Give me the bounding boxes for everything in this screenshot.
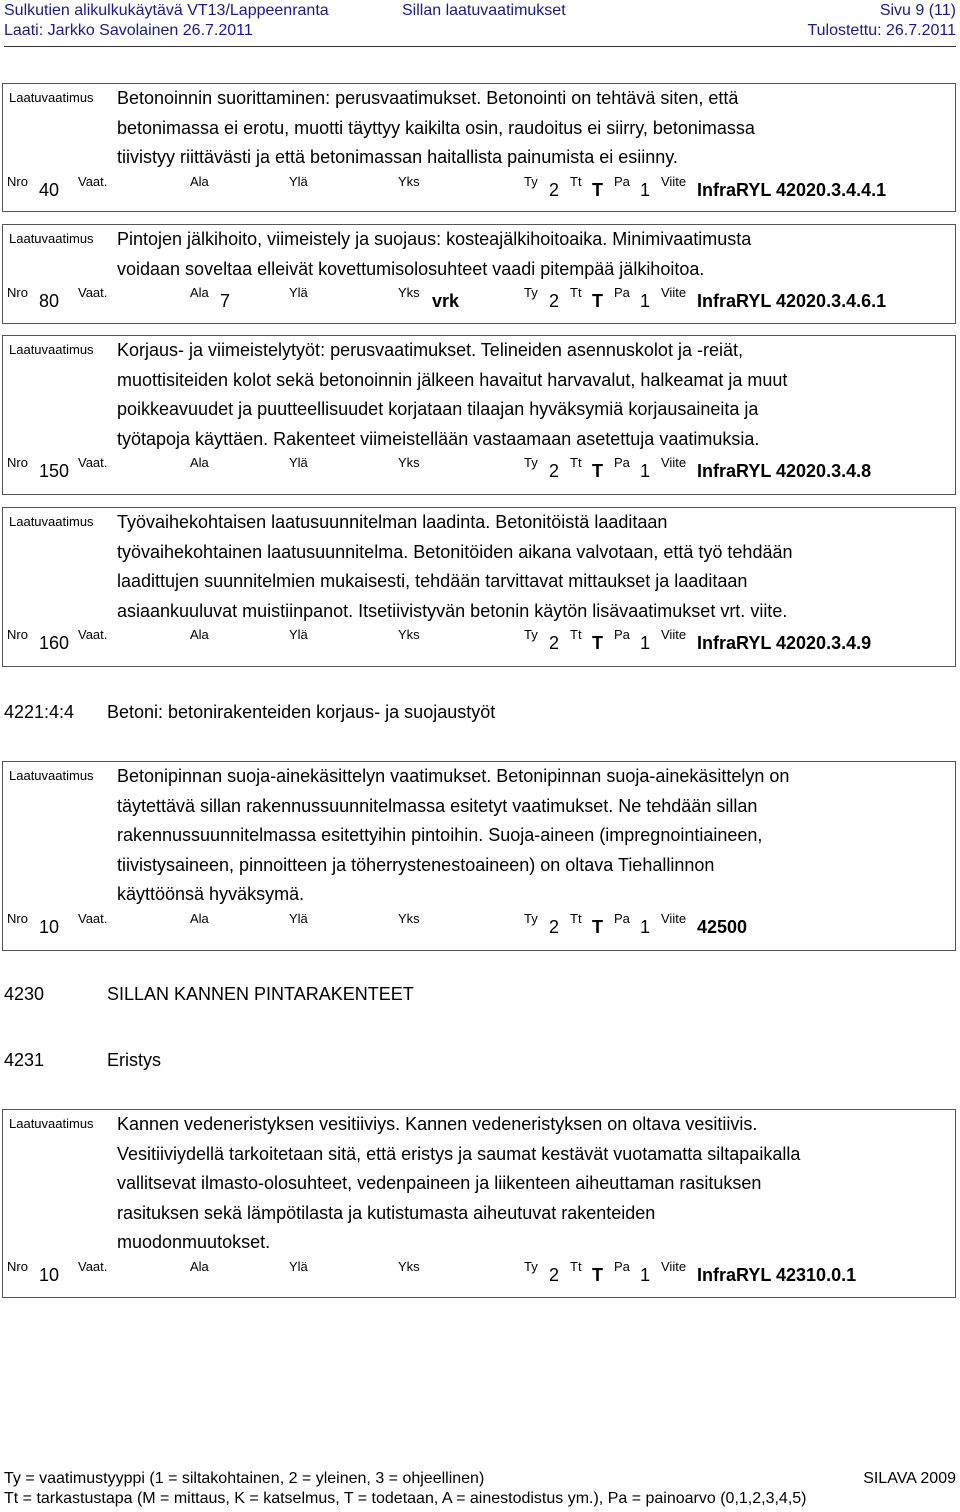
document-title: Sulkutien alikulkukäytävä VT13/Lappeenranta (4, 2, 329, 19)
viite-label: Viite (661, 627, 687, 642)
header-divider (4, 46, 956, 47)
requirement-label: Laatuvaatimus (9, 1116, 94, 1131)
pa-value: 1 (640, 1264, 651, 1285)
pa-label: Pa (614, 910, 630, 926)
requirement-text (117, 762, 931, 910)
section-title: SILLAN KANNEN PINTARAKENTEET (107, 984, 414, 1004)
requirement-text-line: voidaan soveltaa elleivät kovettumisolosuhteet vaadi pitempää jälkihoitoa. (117, 258, 705, 279)
author-line: Laati: Jarkko Savolainen 26.7.2011 (4, 22, 253, 39)
page-footer (4, 1466, 956, 1512)
vaat-label: Vaat. (78, 1258, 108, 1274)
requirement-text-line: rasituksen sekä lämpötilasta ja kutistumasta aiheutuvat rakenteiden (117, 1202, 656, 1223)
requirement-text (117, 225, 931, 284)
vaat-label: Vaat. (78, 285, 108, 300)
page-number: Sivu 9 (11) (879, 2, 956, 19)
nro-label: Nro (7, 285, 28, 300)
ty-label: Ty (524, 285, 538, 300)
tt-label: Tt (570, 910, 582, 926)
footer-row-1 (4, 1469, 956, 1489)
requirement-text-line: Vesitiiviydellä tarkoitetaan sitä, että eristys ja saumat kestävät vuotamatta siltapaikalla (117, 1143, 801, 1164)
header-row-2 (4, 21, 956, 41)
header-row-1 (4, 1, 956, 21)
yla-label: Ylä (289, 455, 308, 470)
requirement-box (2, 1109, 956, 1298)
pa-value: 1 (640, 179, 651, 200)
section-heading (0, 1049, 960, 1073)
pa-label: Pa (614, 455, 630, 470)
section-title: Betoni: betonirakenteiden korjaus- ja suojaustyöt (107, 702, 496, 722)
requirement-text-line: betonimassa ei erotu, muotti täyttyy kaikilta osin, raudoitus ei siirry, betonimassa (117, 117, 755, 138)
viite-value: InfraRYL 42020.3.4.9 (697, 633, 872, 653)
viite-label: Viite (661, 173, 687, 189)
requirement-text-line: rakennussuunnitelmassa esitettyihin pintoihin. Suoja-aineen (impregnointiaineen, (117, 825, 763, 845)
section-heading (0, 701, 960, 725)
pa-label: Pa (614, 627, 630, 642)
requirement-text-line: työvaihekohtainen laatusuunnitelma. Betonitöiden aikana valvotaan, että työ tehdään (117, 541, 793, 562)
yla-label: Ylä (289, 173, 308, 189)
requirement-text-line: poikkeavuudet ja puutteellisuudet korjataan tilaajan hyväksymiä korjausaineita ja (117, 399, 759, 419)
requirement-text-line: Korjaus- ja viimeistelytyöt: perusvaatimukset. Telineiden asennuskolot ja -reiät, (117, 340, 743, 360)
requirement-meta-row (3, 174, 955, 200)
section-title: Eristys (107, 1050, 161, 1070)
viite-label: Viite (661, 1258, 687, 1274)
ty-value: 2 (549, 633, 560, 653)
document-subtitle: Sillan laatuvaatimukset (402, 2, 566, 19)
tt-value: T (592, 633, 603, 653)
vaat-label: Vaat. (78, 627, 108, 642)
yks-label: Yks (398, 285, 420, 300)
viite-label: Viite (661, 455, 687, 470)
yks-label: Yks (398, 173, 420, 189)
tt-label: Tt (570, 285, 582, 300)
requirement-label: Laatuvaatimus (9, 90, 94, 105)
pa-value: 1 (640, 633, 651, 653)
requirement-text-line: asiaankuuluvat muistiinpanot. Itsetiivistyvän betonin käytön lisävaatimukset vrt. viite. (117, 600, 788, 621)
section-code: 4231 (4, 1050, 45, 1070)
vaat-label: Vaat. (78, 173, 108, 189)
tt-label: Tt (570, 173, 582, 189)
ala-label: Ala (190, 285, 209, 300)
ty-value: 2 (549, 291, 560, 311)
ty-value: 2 (549, 179, 560, 200)
nro-value: 150 (39, 461, 70, 481)
yks-value: vrk (432, 291, 460, 311)
requirement-text-line: tiivistyy riittävästi ja että betonimassan haitallista painumista ei esiinny. (117, 147, 678, 167)
nro-value: 40 (39, 179, 60, 200)
vaat-label: Vaat. (78, 455, 108, 470)
requirement-text-line: täytettävä sillan rakennussuunnitelmassa esitetyt vaatimukset. Ne tehdään sillan (117, 795, 758, 816)
yla-label: Ylä (289, 910, 308, 926)
requirement-meta-row (3, 285, 955, 311)
tt-label: Tt (570, 455, 582, 470)
tt-value: T (592, 291, 603, 311)
nro-label: Nro (7, 910, 28, 926)
ty-label: Ty (524, 910, 538, 926)
requirement-text (117, 508, 931, 626)
viite-value: InfraRYL 42020.3.4.6.1 (697, 291, 887, 311)
section-code: 4221:4:4 (4, 702, 75, 722)
tt-value: T (592, 179, 603, 200)
pa-value: 1 (640, 291, 651, 311)
requirement-text (117, 84, 931, 173)
viite-label: Viite (661, 285, 687, 300)
footer-legend-ty: Ty = vaatimustyyppi (1 = siltakohtainen, 2 = yleinen, 3 = ohjeellinen) (4, 1470, 485, 1487)
ala-label: Ala (190, 1258, 209, 1274)
ala-label: Ala (190, 910, 209, 926)
ty-label: Ty (524, 455, 538, 470)
requirement-text (117, 336, 931, 454)
viite-value: InfraRYL 42020.3.4.8 (697, 461, 872, 481)
ala-label: Ala (190, 627, 209, 642)
nro-label: Nro (7, 1258, 28, 1274)
requirement-text-line: tiivistysaineen, pinnoitteen ja töherrystenestoaineen) on oltava Tiehallinnon (117, 854, 715, 875)
page-header (4, 0, 956, 44)
requirement-text-line: käyttöönsä hyväksymä. (117, 884, 305, 904)
yks-label: Yks (398, 627, 420, 642)
requirement-text (117, 1110, 931, 1258)
ty-value: 2 (549, 1264, 560, 1285)
yla-label: Ylä (289, 1258, 308, 1274)
tt-value: T (592, 916, 603, 937)
requirement-box (2, 761, 956, 951)
requirement-text-line: Betonipinnan suoja-ainekäsittelyn vaatimukset. Betonipinnan suoja-ainekäsittelyn on (117, 766, 790, 786)
ty-value: 2 (549, 461, 560, 481)
requirement-box (2, 83, 956, 212)
requirement-text-line: vallitsevat ilmasto-olosuhteet, vedenpaineen ja liikenteen aiheuttaman rasituksen (117, 1173, 762, 1193)
requirement-text-line: Pintojen jälkihoito, viimeistely ja suojaus: kosteajälkihoitoaika. Minimivaatimusta (117, 229, 752, 249)
viite-value: InfraRYL 42310.0.1 (697, 1264, 857, 1285)
yla-label: Ylä (289, 627, 308, 642)
requirement-box (2, 335, 956, 495)
viite-value: 42500 (697, 916, 748, 937)
ala-label: Ala (190, 173, 209, 189)
requirement-label: Laatuvaatimus (9, 768, 94, 783)
ty-label: Ty (524, 173, 538, 189)
requirement-text-line: Työvaihekohtaisen laatusuunnitelman laadinta. Betonitöistä laaditaan (117, 512, 668, 532)
nro-value: 80 (39, 291, 60, 311)
yks-label: Yks (398, 455, 420, 470)
yla-label: Ylä (289, 285, 308, 300)
pa-label: Pa (614, 1258, 630, 1274)
pa-value: 1 (640, 461, 651, 481)
requirement-meta-row (3, 627, 955, 653)
ala-label: Ala (190, 455, 209, 470)
print-date: Tulostettu: 26.7.2011 (807, 22, 956, 39)
requirement-label: Laatuvaatimus (9, 514, 94, 529)
requirement-meta-row (3, 911, 955, 937)
nro-label: Nro (7, 627, 28, 642)
nro-value: 10 (39, 1264, 60, 1285)
requirement-text-line: työtapoja käyttäen. Rakenteet viimeistellään vastaamaan asetettuja vaatimuksia. (117, 428, 760, 449)
pa-label: Pa (614, 173, 630, 189)
tt-value: T (592, 1264, 603, 1285)
section-code: 4230 (4, 984, 45, 1004)
tt-label: Tt (570, 1258, 582, 1274)
tt-label: Tt (570, 627, 582, 642)
ty-label: Ty (524, 1258, 538, 1274)
nro-label: Nro (7, 173, 28, 189)
pa-label: Pa (614, 285, 630, 300)
requirement-label: Laatuvaatimus (9, 231, 94, 246)
pa-value: 1 (640, 916, 651, 937)
yks-label: Yks (398, 1258, 420, 1274)
requirement-meta-row (3, 455, 955, 481)
ty-label: Ty (524, 627, 538, 642)
viite-value: InfraRYL 42020.3.4.4.1 (697, 179, 887, 200)
requirement-text-line: laadittujen suunnitelmien mukaisesti, tehdään tarvittavat mittaukset ja laaditaan (117, 571, 748, 591)
ala-value: 7 (220, 291, 231, 311)
footer-legend-tt: Tt = tarkastustapa (M = mittaus, K = katselmus, T = todetaan, A = ainestodistus ym.), Pa = painoarvo (0,1,2,3,4,5) (4, 1490, 807, 1507)
requirement-box (2, 507, 956, 667)
nro-value: 160 (39, 633, 70, 653)
tt-value: T (592, 461, 603, 481)
yks-label: Yks (398, 910, 420, 926)
requirement-text-line: muottisiteiden kolot sekä betonoinnin jälkeen havaitut harvavalut, halkeamat ja muut (117, 369, 788, 390)
requirement-text-line: Betonoinnin suorittaminen: perusvaatimukset. Betonointi on tehtävä siten, että (117, 88, 739, 108)
nro-value: 10 (39, 916, 60, 937)
footer-row-2 (4, 1489, 956, 1509)
requirement-text-line: Kannen vedeneristyksen vesitiiviys. Kannen vedeneristyksen on oltava vesitiivis. (117, 1114, 758, 1134)
section-heading (0, 983, 960, 1007)
footer-standard: SILAVA 2009 (863, 1470, 956, 1487)
requirement-meta-row (3, 1259, 955, 1285)
vaat-label: Vaat. (78, 910, 108, 926)
viite-label: Viite (661, 910, 687, 926)
requirement-box (2, 224, 956, 324)
requirement-label: Laatuvaatimus (9, 342, 94, 357)
ty-value: 2 (549, 916, 560, 937)
requirement-text-line: muodonmuutokset. (117, 1232, 271, 1252)
nro-label: Nro (7, 455, 28, 470)
